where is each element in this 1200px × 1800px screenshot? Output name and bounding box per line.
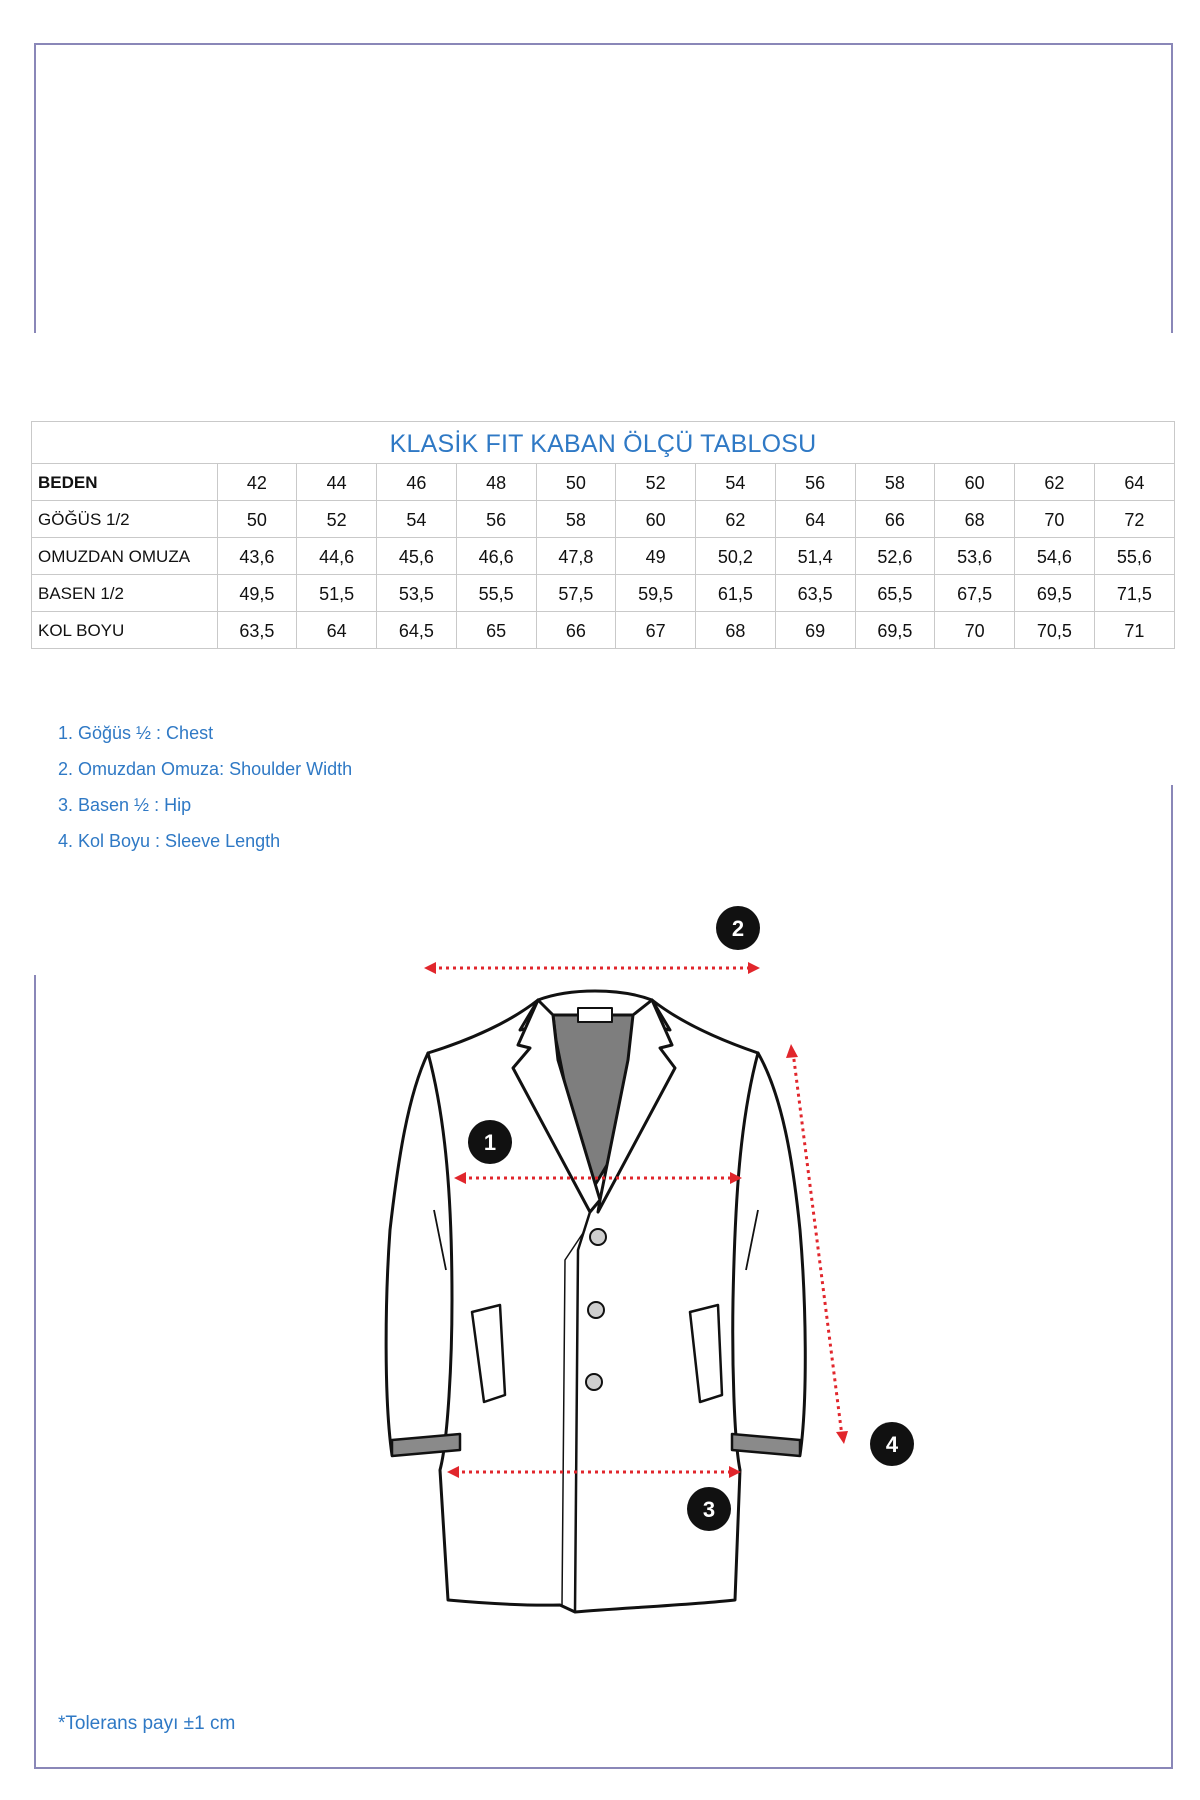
sleeve-arrow-top xyxy=(786,1044,798,1058)
table-cell: 69,5 xyxy=(1015,575,1095,612)
svg-text:1: 1 xyxy=(483,1130,497,1155)
table-cell: 57,5 xyxy=(536,575,616,612)
marker-4 xyxy=(870,1422,914,1466)
table-cell: 68 xyxy=(696,612,776,649)
legend-item-sleeve: 4. Kol Boyu : Sleeve Length xyxy=(58,831,281,851)
table-cell: 60 xyxy=(935,464,1015,501)
table-cell: 67 xyxy=(616,612,696,649)
table-cell: 44 xyxy=(297,464,377,501)
table-cell: 65,5 xyxy=(855,575,935,612)
table-cell: 62 xyxy=(696,501,776,538)
marker-2 xyxy=(716,906,760,950)
marker-1 xyxy=(468,1120,512,1164)
marker-3 xyxy=(687,1487,731,1531)
table-cell: 52 xyxy=(616,464,696,501)
table-cell: 68 xyxy=(935,501,1015,538)
svg-text:3: 3 xyxy=(702,1497,716,1522)
table-cell: 67,5 xyxy=(935,575,1015,612)
table-cell: 51,4 xyxy=(775,538,855,575)
shoulder-arrow-right xyxy=(748,962,760,974)
button-middle xyxy=(588,1302,604,1318)
table-cell: 49,5 xyxy=(217,575,297,612)
table-cell: 58 xyxy=(536,501,616,538)
table-cell: 45,6 xyxy=(377,538,457,575)
table-cell: 47,8 xyxy=(536,538,616,575)
table-cell: 49 xyxy=(616,538,696,575)
coat-illustration xyxy=(386,991,805,1612)
table-cell: 55,5 xyxy=(456,575,536,612)
legend-item-shoulder: 2. Omuzdan Omuza: Shoulder Width xyxy=(58,759,353,779)
table-cell: 70,5 xyxy=(1015,612,1095,649)
svg-text:4: 4 xyxy=(885,1432,899,1457)
table-cell: 56 xyxy=(456,501,536,538)
row-label: BEDEN xyxy=(32,464,217,501)
table-cell: 51,5 xyxy=(297,575,377,612)
table-cell: 63,5 xyxy=(217,612,297,649)
shoulder-arrow-left xyxy=(424,962,436,974)
table-cell: 53,5 xyxy=(377,575,457,612)
legend-item-chest: 1. Göğüs ½ : Chest xyxy=(58,723,214,743)
table-cell: 62 xyxy=(1015,464,1095,501)
table-cell: 71,5 xyxy=(1094,575,1174,612)
table-cell: 59,5 xyxy=(616,575,696,612)
neck-label xyxy=(578,1008,612,1022)
row-label: OMUZDAN OMUZA xyxy=(32,538,217,575)
row-label: KOL BOYU xyxy=(32,612,217,649)
tolerance-note: *Tolerans payı ±1 cm xyxy=(58,1713,236,1734)
table-cell: 70 xyxy=(1015,501,1095,538)
table-cell: 63,5 xyxy=(775,575,855,612)
button-top xyxy=(590,1229,606,1245)
table-cell: 70 xyxy=(935,612,1015,649)
table-cell: 55,6 xyxy=(1094,538,1174,575)
table-cell: 64,5 xyxy=(377,612,457,649)
table-cell: 54 xyxy=(377,501,457,538)
row-label: BASEN 1/2 xyxy=(32,575,217,612)
table-cell: 64 xyxy=(775,501,855,538)
table-cell: 66 xyxy=(536,612,616,649)
row-label: GÖĞÜS 1/2 xyxy=(32,501,217,538)
table-cell: 46,6 xyxy=(456,538,536,575)
table-title: KLASİK FIT KABAN ÖLÇÜ TABLOSU xyxy=(32,422,1174,464)
table-cell: 64 xyxy=(1094,464,1174,501)
table-cell: 50 xyxy=(536,464,616,501)
table-cell: 61,5 xyxy=(696,575,776,612)
table-cell: 66 xyxy=(855,501,935,538)
table-cell: 64 xyxy=(297,612,377,649)
table-cell: 50 xyxy=(217,501,297,538)
button-bottom xyxy=(586,1374,602,1390)
table-cell: 53,6 xyxy=(935,538,1015,575)
table-cell: 58 xyxy=(855,464,935,501)
table-cell: 46 xyxy=(377,464,457,501)
table-cell: 43,6 xyxy=(217,538,297,575)
table-cell: 42 xyxy=(217,464,297,501)
table-cell: 69,5 xyxy=(855,612,935,649)
table-cell: 54,6 xyxy=(1015,538,1095,575)
table-cell: 52 xyxy=(297,501,377,538)
table-cell: 54 xyxy=(696,464,776,501)
table-cell: 52,6 xyxy=(855,538,935,575)
sleeve-arrow-bottom xyxy=(836,1431,848,1444)
table-cell: 60 xyxy=(616,501,696,538)
table-cell: 69 xyxy=(775,612,855,649)
table-cell: 50,2 xyxy=(696,538,776,575)
table-cell: 72 xyxy=(1094,501,1174,538)
table-cell: 56 xyxy=(775,464,855,501)
table-cell: 71 xyxy=(1094,612,1174,649)
table-cell: 48 xyxy=(456,464,536,501)
legend-item-hip: 3. Basen ½ : Hip xyxy=(58,795,192,815)
table-cell: 65 xyxy=(456,612,536,649)
table-cell: 44,6 xyxy=(297,538,377,575)
svg-text:2: 2 xyxy=(731,916,745,941)
